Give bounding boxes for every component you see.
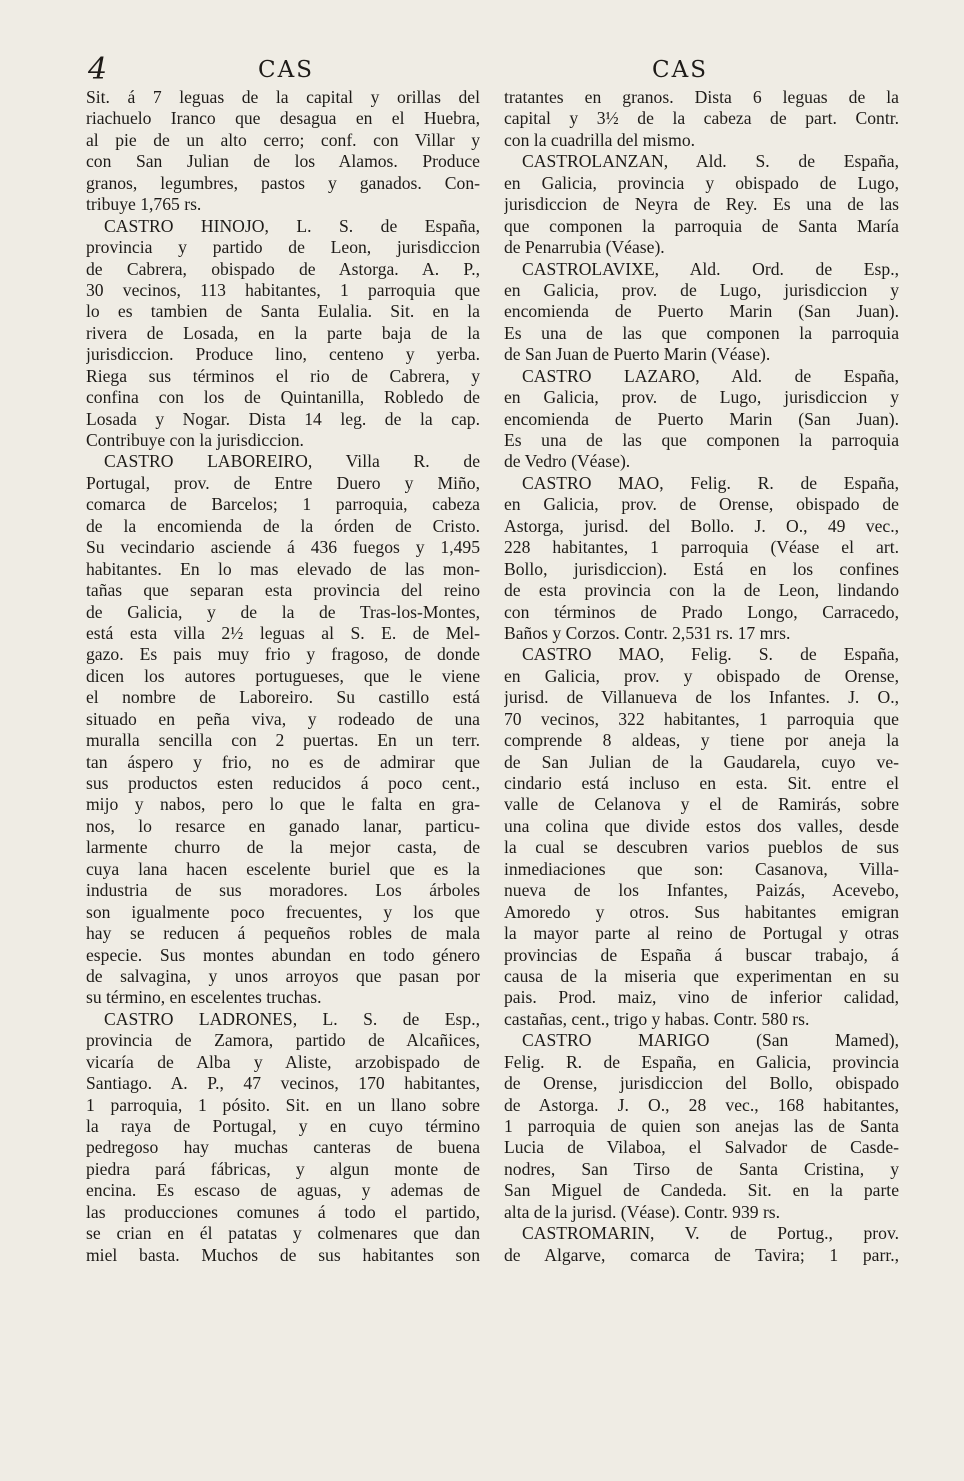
text-line: CASTRO MAO, Felig. R. de España, bbox=[522, 472, 899, 493]
text-line: Astorga, jurisd. del Bollo. J. O., 49 vec., bbox=[504, 515, 899, 536]
text-line: la cual se descubren varios pueblos de sus bbox=[504, 837, 899, 858]
text-line: jurisdiccion de Neyra de Rey. Es una de las bbox=[504, 194, 899, 215]
text-line: de Galicia, y de la de Tras-los-Montes, bbox=[86, 601, 480, 622]
text-line: tan áspero y frio, no es de admirar que bbox=[86, 751, 480, 772]
text-line: en Galicia, prov. y obispado de Orense, bbox=[504, 665, 899, 686]
text-line: provincia y partido de Leon, jurisdiccion bbox=[86, 237, 480, 258]
text-line: nueva de los Infantes, Paizás, Acevebo, bbox=[504, 880, 899, 901]
running-head-left: CAS bbox=[258, 57, 314, 83]
text-line: vicaría de Alba y Aliste, arzobispado de bbox=[86, 1051, 480, 1072]
text-line: encina. Es escaso de aguas, y ademas de bbox=[86, 1180, 480, 1201]
text-line: jurisd. de Villanueva de los Infantes. J. O., bbox=[504, 687, 899, 708]
text-line: riachuelo Iranco que desagua en el Huebra, bbox=[86, 108, 480, 129]
text-line: cindario está incluso en esta. Sit. entre el bbox=[504, 773, 899, 793]
text-line: situado en peña viva, y rodeado de una bbox=[86, 708, 480, 729]
text-line: confina con los de Quintanilla, Robledo de bbox=[86, 387, 480, 408]
text-line: en Galicia, prov. de Lugo, jurisdiccion y bbox=[504, 387, 899, 408]
text-line: lo es tambien de Santa Eulalia. Sit. en la bbox=[86, 301, 480, 322]
text-line: capital y 3½ de la cabeza de part. Contr. bbox=[504, 108, 899, 129]
text-line: al pie de un alto cerro; conf. con Villar y bbox=[86, 129, 480, 150]
text-line: CASTRO LAZARO, Ald. de España, bbox=[522, 365, 899, 386]
text-line: cuya lana hacen escelente buriel que es la bbox=[86, 858, 480, 879]
text-line: de Orense, jurisdiccion del Bollo, obispado bbox=[504, 1073, 899, 1094]
text-line: hay se reducen á pequeños robles de mala bbox=[86, 923, 480, 944]
text-line: 1 parroquia de quien son anejas las de Santa bbox=[504, 1116, 899, 1136]
text-line: encomienda de Puerto Marin (San Juan). bbox=[504, 301, 899, 322]
text-line: provincia de Zamora, partido de Alcañices, bbox=[86, 1030, 480, 1051]
text-line: Sit. á 7 leguas de la capital y orillas del bbox=[86, 87, 480, 107]
text-line: piedra pará fábricas, y algun monte de bbox=[86, 1158, 480, 1179]
text-line: Bollo, jurisdiccion). Está en los confines bbox=[504, 558, 899, 579]
text-line: son igualmente poco frecuentes, y los que bbox=[86, 901, 480, 922]
text-line: Es una de las que componen la parroquia bbox=[504, 322, 899, 343]
text-line: gazo. Es pais muy frio y fragoso, de donde bbox=[86, 644, 480, 665]
text-line: sus productos esten reducidos á poco cent., bbox=[86, 773, 480, 793]
text-line: industria de sus moradores. Los árboles bbox=[86, 880, 480, 901]
text-line: 30 vecinos, 113 habitantes, 1 parroquia que bbox=[86, 279, 480, 300]
text-line: CASTRO LADRONES, L. S. de Esp., bbox=[104, 1008, 480, 1029]
right-column bbox=[504, 87, 899, 1266]
text-line: de Penarrubia (Véase). bbox=[504, 237, 665, 258]
left-column bbox=[86, 87, 480, 1266]
text-line: de Algarve, comarca de Tavira; 1 parr., bbox=[504, 1244, 899, 1265]
text-line: Felig. R. de España, en Galicia, provincia bbox=[504, 1051, 899, 1072]
text-line: comarca de Barcelos; 1 parroquia, cabeza bbox=[86, 494, 480, 515]
text-line: larmente churro de la mejor casta, de bbox=[86, 837, 480, 858]
text-line: Losada y Nogar. Dista 14 leg. de la cap. bbox=[86, 408, 480, 429]
text-line: dicen los autores portugueses, que le viene bbox=[86, 665, 480, 686]
text-line: de San Juan de Puerto Marin (Véase). bbox=[504, 344, 771, 365]
text-line: su término, en escelentes truchas. bbox=[86, 987, 322, 1008]
text-line: de Astorga. J. O., 28 vec., 168 habitantes, bbox=[504, 1094, 899, 1115]
text-line: mijo y nabos, pero lo que le falta en gra- bbox=[86, 794, 480, 815]
text-line: CASTRO MARIGO (San Mamed), bbox=[522, 1030, 899, 1051]
text-line: San Miguel de Candeda. Sit. en la parte bbox=[504, 1180, 899, 1201]
text-line: que componen la parroquia de Santa María bbox=[504, 215, 899, 236]
text-line: de esta provincia con la de Leon, lindando bbox=[504, 580, 899, 601]
text-line: alta de la jurisd. (Véase). Contr. 939 rs. bbox=[504, 1201, 781, 1222]
text-line: granos, legumbres, pastos y ganados. Con- bbox=[86, 172, 480, 193]
text-line: la mayor parte al reino de Portugal y otras bbox=[504, 923, 899, 944]
text-line: pedregoso hay muchas canteras de buena bbox=[86, 1137, 480, 1158]
text-line: Santiago. A. P., 47 vecinos, 170 habitantes, bbox=[86, 1073, 480, 1094]
text-line: jurisdiccion. Produce lino, centeno y yerba. bbox=[86, 344, 480, 365]
text-line: Es una de las que componen la parroquia bbox=[504, 430, 899, 450]
text-line: CASTROMARIN, V. de Portug., prov. bbox=[522, 1223, 899, 1244]
text-line: valle de Celanova y el de Ramirás, sobre bbox=[504, 794, 899, 815]
text-line: 228 habitantes, 1 parroquia (Véase el art. bbox=[504, 537, 899, 558]
text-line: pais. Prod. maiz, vino de inferior calidad, bbox=[504, 987, 899, 1008]
text-line: inmediaciones que son: Casanova, Villa- bbox=[504, 858, 899, 879]
text-line: CASTROLAVIXE, Ald. Ord. de Esp., bbox=[522, 258, 899, 279]
text-line: castañas, cent., trigo y habas. Contr. 580 rs. bbox=[504, 1008, 810, 1029]
text-line: 1 parroquia, 1 pósito. Sit. en un llano sobre bbox=[86, 1094, 480, 1115]
text-line: CASTRO MAO, Felig. S. de España, bbox=[522, 644, 899, 665]
text-line: tañas que separan esta provincia del reino bbox=[86, 580, 480, 601]
text-line: provincias de España á buscar trabajo, á bbox=[504, 944, 899, 965]
text-line: especie. Sus montes abundan en todo género bbox=[86, 944, 480, 965]
text-line: 70 vecinos, 322 habitantes, 1 parroquia que bbox=[504, 708, 899, 729]
text-line: una colina que divide estos dos valles, desde bbox=[504, 815, 899, 836]
text-line: tratantes en granos. Dista 6 leguas de la bbox=[504, 87, 899, 107]
text-line: Amoredo y otros. Sus habitantes emigran bbox=[504, 901, 899, 922]
text-line: CASTRO HINOJO, L. S. de España, bbox=[104, 215, 480, 236]
text-line: Su vecindario asciende á 436 fuegos y 1,495 bbox=[86, 537, 480, 558]
text-line: está esta villa 2½ leguas al S. E. de Mel- bbox=[86, 622, 480, 643]
text-line: la raya de Portugal, y en cuyo término bbox=[86, 1116, 480, 1136]
text-line: Baños y Corzos. Contr. 2,531 rs. 17 mrs. bbox=[504, 622, 791, 643]
text-line: Contribuye con la jurisdiccion. bbox=[86, 430, 304, 450]
text-line: muralla sencilla con 2 puertas. En un terr. bbox=[86, 730, 480, 751]
text-line: miel basta. Muchos de sus habitantes son bbox=[86, 1244, 480, 1265]
text-line: nodres, San Tirso de Santa Cristina, y bbox=[504, 1158, 899, 1179]
text-line: en Galicia, prov. de Orense, obispado de bbox=[504, 494, 899, 515]
text-line: el nombre de Laboreiro. Su castillo está bbox=[86, 687, 480, 708]
text-line: CASTRO LABOREIRO, Villa R. de bbox=[104, 451, 480, 472]
text-line: CASTROLANZAN, Ald. S. de España, bbox=[522, 151, 899, 172]
text-line: Portugal, prov. de Entre Duero y Miño, bbox=[86, 472, 480, 493]
text-line: de la encomienda de la órden de Cristo. bbox=[86, 515, 480, 536]
text-line: en Galicia, prov. de Lugo, jurisdiccion y bbox=[504, 279, 899, 300]
text-line: con términos de Prado Longo, Carracedo, bbox=[504, 601, 899, 622]
text-line: de Cabrera, obispado de Astorga. A. P., bbox=[86, 258, 480, 279]
text-line: Riega sus términos el rio de Cabrera, y bbox=[86, 365, 480, 386]
text-line: de Vedro (Véase). bbox=[504, 451, 631, 472]
text-line: tribuye 1,765 rs. bbox=[86, 194, 202, 215]
text-line: causa de la miseria que experimentan en su bbox=[504, 965, 899, 986]
text-line: comprende 8 aldeas, y tiene por aneja la bbox=[504, 730, 899, 751]
text-line: con la cuadrilla del mismo. bbox=[504, 129, 696, 150]
text-line: en Galicia, provincia y obispado de Lugo, bbox=[504, 172, 899, 193]
text-line: se crian en él patatas y colmenares que dan bbox=[86, 1223, 480, 1244]
page-number: 4 bbox=[88, 52, 108, 87]
running-head-right: CAS bbox=[652, 57, 708, 83]
text-line: con San Julian de los Alamos. Produce bbox=[86, 151, 480, 172]
text-line: de salvagina, y unos arroyos que pasan por bbox=[86, 965, 480, 986]
text-line: habitantes. En lo mas elevado de las mon- bbox=[86, 558, 480, 579]
text-line: las producciones comunes á todo el partido, bbox=[86, 1201, 480, 1222]
text-line: encomienda de Puerto Marin (San Juan). bbox=[504, 408, 899, 429]
text-line: de San Julian de la Gaudarela, cuyo ve- bbox=[504, 751, 899, 772]
text-line: nos, lo resarce en ganado lanar, particu- bbox=[86, 815, 480, 836]
text-line: Lucia de Vilaboa, el Salvador de Casde- bbox=[504, 1137, 899, 1158]
text-line: rivera de Losada, en la parte baja de la bbox=[86, 322, 480, 343]
